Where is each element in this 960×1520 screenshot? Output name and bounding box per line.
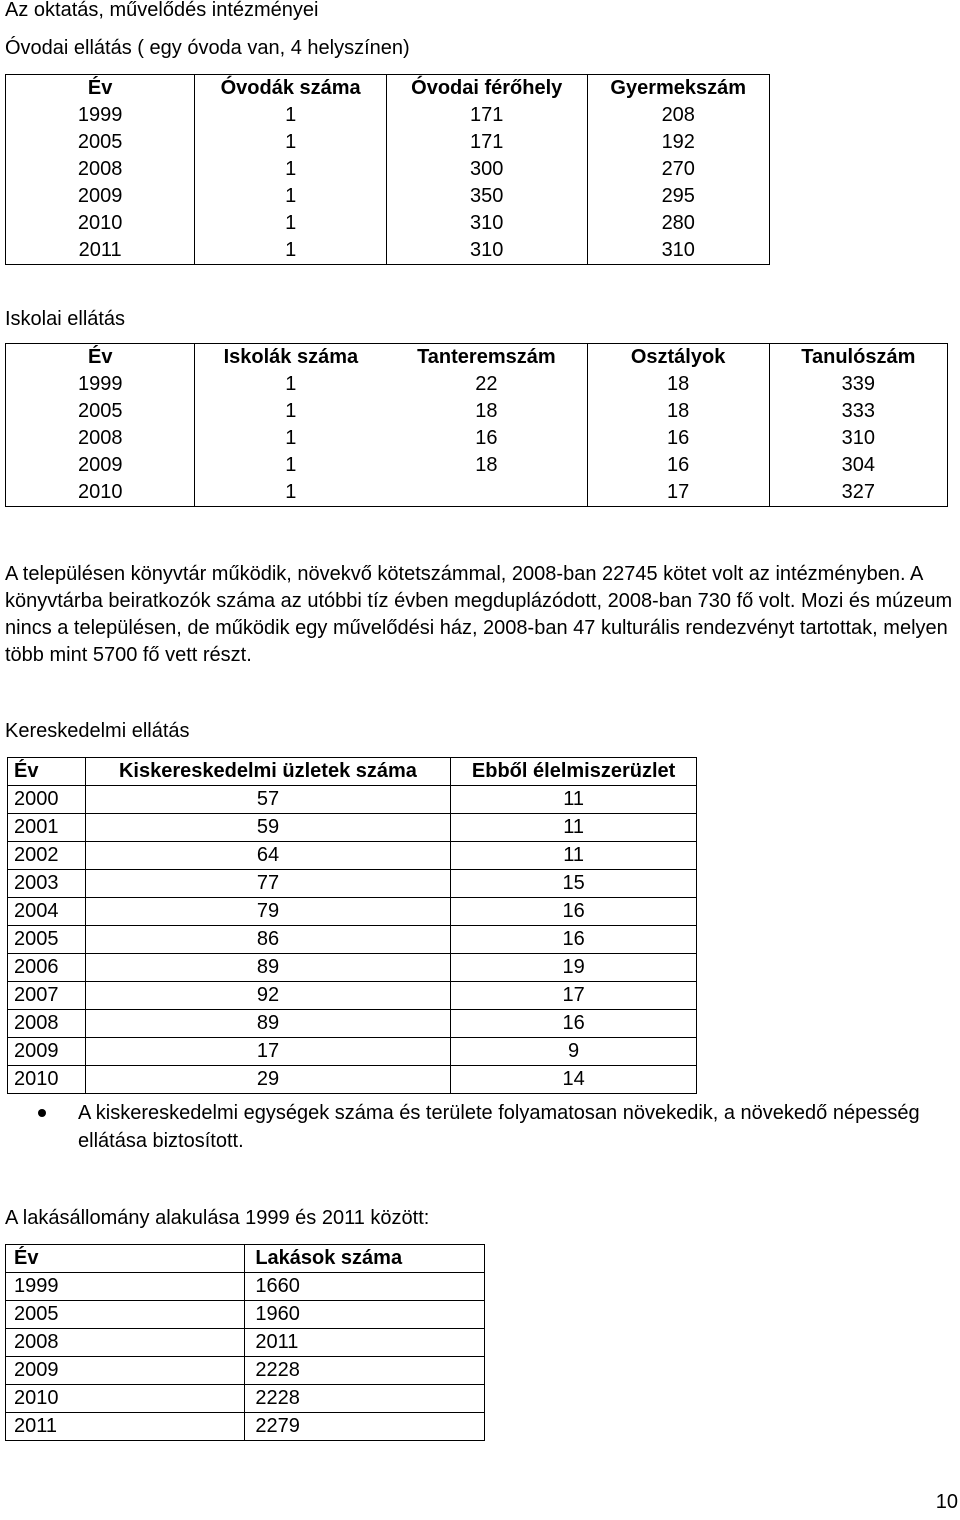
table-header-row	[8, 758, 697, 786]
table-cell: 1	[285, 427, 297, 449]
column-header: Ebből élelmiszerüzlet	[451, 758, 697, 786]
table-cell: 1	[285, 373, 297, 395]
library-paragraph: A településen könyvtár működik, növekvő kötetszámmal, 2008-ban 22745 kötet volt az intézményben. A könyvtárba beiratkozók száma az utóbbi tíz évben megduplázódott, 2008-ban 730 fő volt. Mozi és múzeum nincs a településen, de működik egy művelődési ház, 2008-ban 47 kulturális rendezvényt tartottak, melyen több mint 5700 fő vett részt.	[5, 563, 953, 666]
table-cell: 2010	[6, 210, 195, 237]
table-cell: 64	[85, 842, 451, 870]
table-row	[8, 1010, 697, 1038]
table-cell: 2279	[245, 1413, 485, 1441]
table-cell: 2009	[6, 452, 195, 479]
table-cell: 29	[85, 1066, 451, 1094]
table-cell: 2004	[8, 898, 86, 926]
table-cell: 22	[386, 371, 587, 398]
table-cell: 59	[85, 814, 451, 842]
table-cell: 2011	[6, 1413, 245, 1441]
bullet-icon	[38, 1109, 46, 1117]
table-cell: 19	[451, 954, 697, 982]
table-row	[6, 237, 770, 265]
table-cell: 11	[451, 814, 697, 842]
school-subtitle: Iskolai ellátás	[5, 308, 126, 330]
table-row	[6, 425, 948, 452]
table-cell: 18	[587, 371, 769, 398]
column-header: Tanteremszám	[386, 344, 587, 372]
table-cell: 310	[841, 427, 875, 449]
table-row	[6, 183, 770, 210]
table-cell: 2005	[8, 926, 86, 954]
table-cell: 17	[85, 1038, 451, 1066]
table-cell: 1999	[6, 102, 195, 129]
table-row	[6, 371, 948, 398]
table-row	[6, 1273, 485, 1301]
table-cell: 270	[661, 158, 695, 180]
table-cell: 17	[451, 982, 697, 1010]
table-cell: 16	[451, 898, 697, 926]
table-cell: 2010	[6, 1385, 245, 1413]
table-cell: 2008	[6, 1329, 245, 1357]
table-row	[8, 982, 697, 1010]
table-cell: 1960	[245, 1301, 485, 1329]
table-cell: 2008	[6, 156, 195, 183]
table-cell: 79	[85, 898, 451, 926]
column-header: Gyermekszám	[610, 77, 747, 99]
table-row	[8, 954, 697, 982]
table-cell: 92	[85, 982, 451, 1010]
table-row	[6, 1329, 485, 1357]
table-cell: 2000	[8, 786, 86, 814]
table-cell: 89	[85, 1010, 451, 1038]
table-row	[6, 210, 770, 237]
table-cell: 304	[841, 454, 875, 476]
table-cell: 15	[451, 870, 697, 898]
table-cell: 1	[195, 129, 387, 156]
table-row	[8, 1038, 697, 1066]
table-cell: 2009	[6, 1357, 245, 1385]
table-row	[6, 1385, 485, 1413]
page-number: 10	[935, 1491, 958, 1513]
kindergarten-table	[5, 74, 770, 265]
table-cell: 89	[85, 954, 451, 982]
table-cell: 2228	[245, 1385, 485, 1413]
table-row	[8, 898, 697, 926]
table-cell: 11	[451, 842, 697, 870]
table-cell: 2003	[8, 870, 86, 898]
table-cell: 192	[661, 131, 695, 153]
table-cell: 310	[661, 239, 695, 261]
table-cell: 16	[386, 425, 587, 452]
column-header: Iskolák száma	[223, 346, 359, 368]
table-cell: 2001	[8, 814, 86, 842]
table-cell: 327	[841, 481, 875, 503]
table-header-row	[6, 75, 770, 103]
table-cell: 11	[451, 786, 697, 814]
table-cell: 18	[386, 398, 587, 425]
table-cell: 2011	[6, 237, 195, 265]
table-row	[8, 814, 697, 842]
table-cell: 1	[285, 481, 297, 503]
table-row	[6, 1413, 485, 1441]
column-header: Év	[6, 1245, 245, 1273]
table-cell: 2228	[245, 1357, 485, 1385]
column-header: Óvodai férőhely	[386, 75, 587, 103]
table-row	[6, 452, 948, 479]
table-cell: 77	[85, 870, 451, 898]
column-header: Osztályok	[587, 344, 769, 372]
table-cell: 2011	[245, 1329, 485, 1357]
table-cell: 2008	[6, 425, 195, 452]
table-cell: 333	[841, 400, 875, 422]
table-row	[8, 842, 697, 870]
table-cell: 295	[661, 185, 695, 207]
section-title: Az oktatás, művelődés intézményei	[5, 0, 319, 21]
table-cell: 1	[195, 237, 387, 265]
table-row	[6, 479, 948, 507]
table-cell: 9	[451, 1038, 697, 1066]
table-cell: 1	[195, 156, 387, 183]
table-cell	[386, 479, 587, 507]
column-header: Év	[6, 344, 195, 372]
table-cell: 16	[587, 425, 769, 452]
table-cell: 18	[587, 398, 769, 425]
table-cell: 2009	[6, 183, 195, 210]
table-cell: 2009	[8, 1038, 86, 1066]
kindergarten-subtitle: Óvodai ellátás ( egy óvoda van, 4 helyszínen)	[5, 37, 410, 59]
table-header-row	[6, 1245, 485, 1273]
table-cell: 2002	[8, 842, 86, 870]
table-cell: 1999	[6, 1273, 245, 1301]
table-row	[8, 926, 697, 954]
column-header: Lakások száma	[245, 1245, 485, 1273]
table-header-row	[6, 344, 948, 372]
table-cell: 339	[841, 373, 875, 395]
table-cell: 1	[285, 454, 297, 476]
table-cell: 2005	[6, 1301, 245, 1329]
table-cell: 2007	[8, 982, 86, 1010]
table-row	[6, 1301, 485, 1329]
table-cell: 1	[195, 210, 387, 237]
table-row	[6, 156, 770, 183]
table-row	[6, 129, 770, 156]
table-cell: 2010	[8, 1066, 86, 1094]
table-row	[6, 1357, 485, 1385]
column-header: Tanulószám	[801, 346, 916, 368]
school-table	[5, 343, 948, 507]
table-cell: 2010	[6, 479, 195, 507]
housing-table	[5, 1244, 485, 1441]
table-cell: 171	[386, 102, 587, 129]
table-cell: 350	[386, 183, 587, 210]
column-header: Kiskereskedelmi üzletek száma	[85, 758, 451, 786]
table-cell: 2008	[8, 1010, 86, 1038]
table-cell: 208	[661, 104, 695, 126]
table-cell: 1	[195, 102, 387, 129]
table-cell: 1999	[6, 371, 195, 398]
column-header: Év	[6, 75, 195, 103]
table-row	[6, 102, 770, 129]
table-cell: 2005	[6, 398, 195, 425]
table-cell: 57	[85, 786, 451, 814]
table-cell: 310	[386, 237, 587, 265]
table-cell: 2006	[8, 954, 86, 982]
commerce-bullet-text: A kiskereskedelmi egységek száma és területe folyamatosan növekedik, a növekedő népesség ellátása biztosított.	[78, 1102, 920, 1152]
table-cell: 1660	[245, 1273, 485, 1301]
table-cell: 86	[85, 926, 451, 954]
table-cell: 17	[587, 479, 769, 507]
table-cell: 171	[386, 129, 587, 156]
table-cell: 14	[451, 1066, 697, 1094]
column-header: Év	[8, 758, 86, 786]
table-cell: 16	[451, 926, 697, 954]
table-cell: 1	[195, 183, 387, 210]
table-cell: 310	[386, 210, 587, 237]
table-cell: 2005	[6, 129, 195, 156]
table-cell: 300	[386, 156, 587, 183]
table-row	[8, 870, 697, 898]
table-row	[8, 786, 697, 814]
table-row	[8, 1066, 697, 1094]
column-header: Óvodák száma	[195, 75, 387, 103]
housing-subtitle: A lakásállomány alakulása 1999 és 2011 között:	[5, 1207, 430, 1229]
table-cell: 16	[451, 1010, 697, 1038]
table-row	[6, 398, 948, 425]
commerce-table	[7, 757, 697, 1094]
table-cell: 18	[386, 452, 587, 479]
table-cell: 280	[661, 212, 695, 234]
table-cell: 1	[285, 400, 297, 422]
table-cell: 16	[587, 452, 769, 479]
commerce-subtitle: Kereskedelmi ellátás	[5, 720, 190, 742]
